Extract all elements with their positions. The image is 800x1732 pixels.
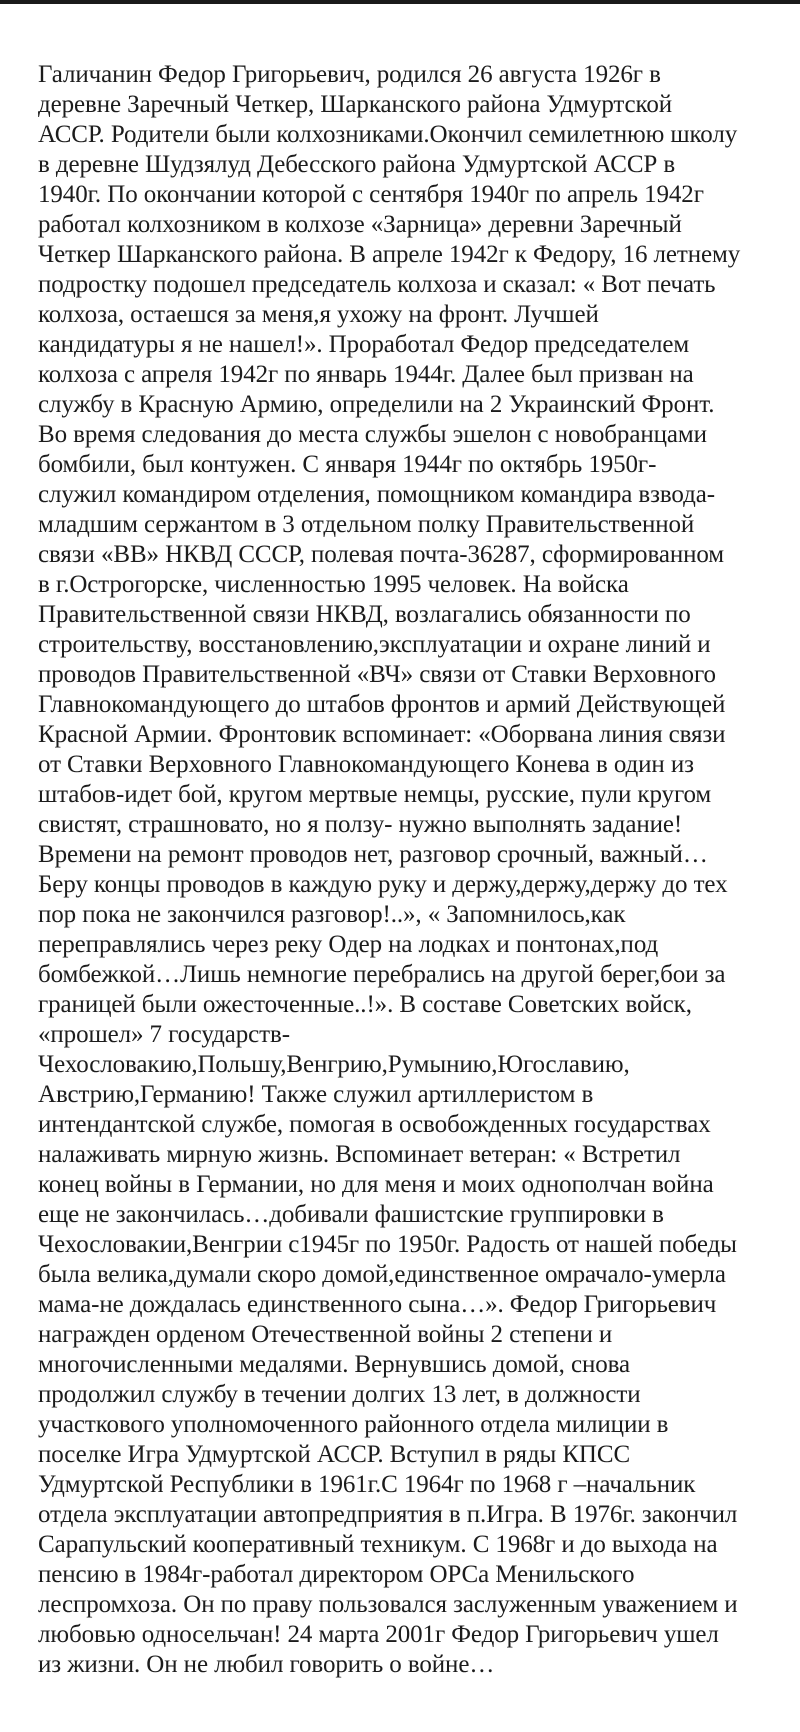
text-line: была велика,думали скоро домой,единственное омрачало-умерла: [38, 1261, 726, 1288]
text-line: в г.Острогорске, численностью 1995 человек. На войска: [38, 571, 629, 598]
text-line: кандидатуры я не нашел!». Проработал Федор председателем: [38, 331, 690, 358]
text-line: штабов-идет бой, кругом мертвые немцы, русские, пули кругом: [38, 781, 712, 808]
text-line: участкового уполномоченного районного отдела милиции в: [38, 1411, 669, 1438]
text-line: Австрию,Германию! Также служил артиллеристом в: [38, 1081, 594, 1108]
text-line: от Ставки Верховного Главнокомандующего Конева в один из: [38, 751, 694, 778]
text-line: в деревне Шудзялуд Дебесского района Удмуртской АССР в: [38, 151, 676, 178]
text-line: из жизни. Он не любил говорить о войне…: [38, 1651, 495, 1678]
text-line: АССР. Родители были колхозниками.Окончил семилетнюю школу: [38, 121, 738, 148]
text-line: строительству, восстановлению,эксплуатации и охране линий и: [38, 631, 711, 658]
text-line: службу в Красную Армию, определили на 2 Украинский Фронт.: [38, 391, 715, 418]
text-line: переправлялись через реку Одер на лодках и понтонах,под: [38, 931, 659, 958]
biography-text: [38, 60, 788, 1680]
text-line: служил командиром отделения, помощником командира взвода-: [38, 481, 715, 508]
text-line: Сарапульский кооперативный техникум. С 1968г и до выхода на: [38, 1531, 718, 1558]
text-line: отдела эксплуатации автопредприятия в п.Игра. В 1976г. закончил: [38, 1501, 738, 1528]
text-line: связи «ВВ» НКВД СССР, полевая почта-36287, сформированном: [38, 541, 725, 568]
text-line: любовью односельчан! 24 марта 2001г Федор Григорьевич ушел: [38, 1621, 719, 1648]
text-line: границей были ожесточенные..!». В составе Советских войск,: [38, 991, 692, 1018]
text-line: Удмуртской Республики в 1961г.С 1964г по 1968 г –начальник: [38, 1471, 696, 1498]
text-line: «прошел» 7 государств-: [38, 1021, 290, 1048]
text-line: младшим сержантом в 3 отдельном полку Правительственной: [38, 511, 695, 538]
text-line: работал колхозником в колхозе «Зарница» деревни Заречный: [38, 211, 682, 238]
text-line: продолжил службу в течении долгих 13 лет, в должности: [38, 1381, 641, 1408]
text-line: бомбили, был контужен. С января 1944г по октябрь 1950г-: [38, 451, 657, 478]
text-line: мама-не дождалась единственного сына…». Федор Григорьевич: [38, 1291, 717, 1318]
text-line: деревне Заречный Четкер, Шарканского района Удмуртской: [38, 91, 673, 118]
text-line: Главнокомандующего до штабов фронтов и армий Действующей: [38, 691, 726, 718]
text-line: налаживать мирную жизнь. Вспоминает ветеран: « Встретил: [38, 1141, 681, 1168]
text-line: колхоза, остаешся за меня,я ухожу на фронт. Лучшей: [38, 301, 599, 328]
top-edge-bar: [0, 0, 800, 4]
text-line: Галичанин Федор Григорьевич, родился 26 августа 1926г в: [38, 61, 661, 88]
text-line: Чехословакию,Польшу,Венгрию,Румынию,Югославию,: [38, 1051, 630, 1078]
text-line: 1940г. По окончании которой с сентября 1940г по апрель 1942г: [38, 181, 704, 208]
text-line: Беру концы проводов в каждую руку и держу,держу,держу до тех: [38, 871, 728, 898]
text-line: конец войны в Германии, но для меня и моих однополчан война: [38, 1171, 714, 1198]
text-line: подростку подошел председатель колхоза и сказал: « Вот печать: [38, 271, 716, 298]
text-line: Красной Армии. Фронтовик вспоминает: «Оборвана линия связи: [38, 721, 726, 748]
text-line: интендантской службе, помогая в освобожденных государствах: [38, 1111, 711, 1138]
text-line: Четкер Шарканского района. В апреле 1942г к Федору, 16 летнему: [38, 241, 741, 268]
text-line: пор пока не закончился разговор!..», « Запомнилось,как: [38, 901, 626, 928]
text-line: колхоза с апреля 1942г по январь 1944г. Далее был призван на: [38, 361, 694, 388]
text-line: еще не закончилась…добивали фашистские группировки в: [38, 1201, 664, 1228]
text-line: проводов Правительственной «ВЧ» связи от Ставки Верховного: [38, 661, 716, 688]
text-line: поселке Игра Удмуртской АССР. Вступил в ряды КПСС: [38, 1441, 631, 1468]
text-line: Во время следования до места службы эшелон с новобранцами: [38, 421, 707, 448]
text-line: свистят, страшновато, но я ползу- нужно выполнять задание!: [38, 811, 683, 838]
text-line: бомбежкой…Лишь немногие перебрались на другой берег,бои за: [38, 961, 726, 988]
text-line: награжден орденом Отечественной войны 2 степени и: [38, 1321, 613, 1348]
text-line: Правительственной связи НКВД, возлагались обязанности по: [38, 601, 691, 628]
text-line: Чехословакии,Венгрии с1945г по 1950г. Радость от нашей победы: [38, 1231, 737, 1258]
text-line: леспромхоза. Он по праву пользовался заслуженным уважением и: [38, 1591, 738, 1618]
text-line: пенсию в 1984г-работал директором ОРСа Менильского: [38, 1561, 635, 1588]
text-line: многочисленными медалями. Вернувшись домой, снова: [38, 1351, 631, 1378]
text-line: Времени на ремонт проводов нет, разговор срочный, важный…: [38, 841, 708, 868]
